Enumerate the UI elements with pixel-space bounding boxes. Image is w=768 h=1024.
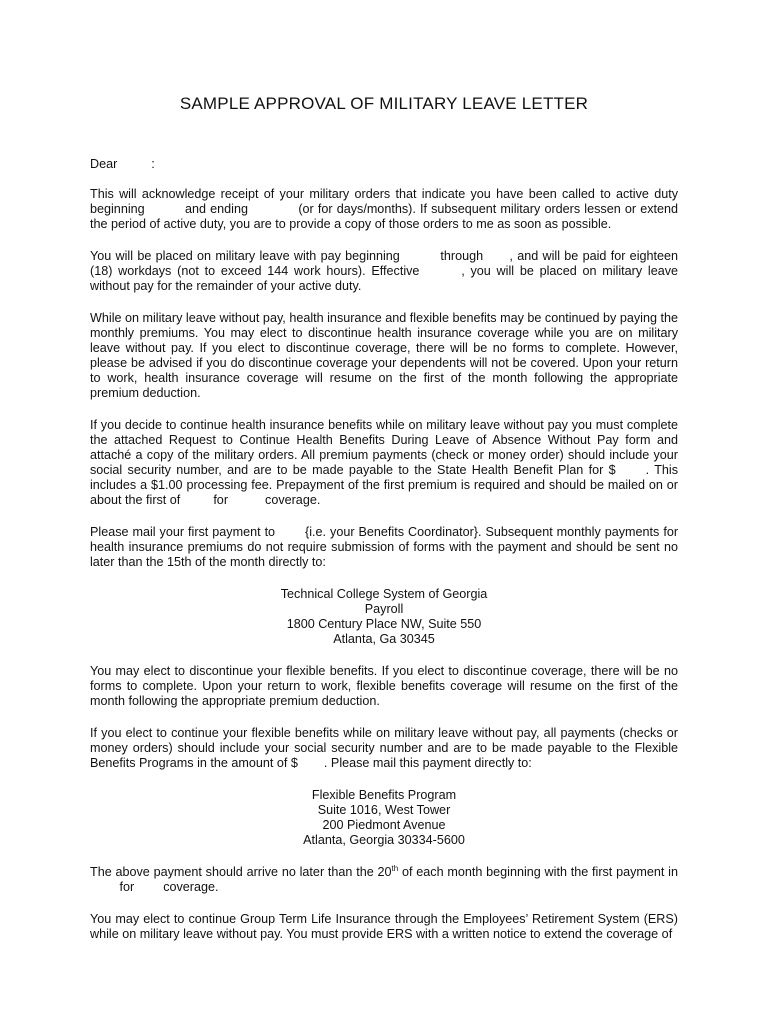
p4-text-d: coverage. bbox=[265, 493, 321, 507]
p2-text-d: , you will be placed on military leave without pay for the remainder of your active duty. bbox=[90, 264, 679, 293]
p4-text-b: . This includes a $1.00 processing fee. Prepayment of the first premium is required and should be mailed on or about the first of bbox=[90, 463, 678, 507]
address-line: Flexible Benefits Program bbox=[311, 788, 457, 802]
address-line: Atlanta, Ga 30345 bbox=[333, 632, 435, 646]
paragraph-payment-deadline bbox=[90, 865, 678, 895]
paragraph-orders bbox=[90, 187, 678, 232]
salutation bbox=[90, 157, 678, 172]
p2-text-c: , and will be paid for eighteen (18) workdays (not to exceed 144 work hours). Effective bbox=[90, 249, 679, 278]
p7-text-a: If you elect to continue your flexible benefits while on military leave without pay, all payments (checks or money orders) should include your social security number and are to be made payable to the Flexible Benefits Programs in the amount of $ bbox=[90, 726, 678, 770]
address-tcsg bbox=[90, 587, 678, 647]
address-line: Atlanta, Georgia 30334-5600 bbox=[303, 833, 465, 847]
paragraph-flexible-discontinue: You may elect to discontinue your flexible benefits. If you elect to discontinue coverage, there will be no forms to complete. Upon your return to work, flexible benefits coverage will resume on the first of the month following the appropriate premium deduction. bbox=[90, 664, 678, 708]
address-line: Technical College System of Georgia bbox=[280, 587, 488, 601]
address-line: 200 Piedmont Avenue bbox=[322, 818, 446, 832]
letter-body bbox=[90, 157, 678, 959]
address-line: Payroll bbox=[364, 602, 404, 616]
p4-text-a: If you decide to continue health insurance benefits while on military leave without pay you must complete the attached Request to Continue Health Benefits During Leave of Absence Without Pay form and attaché a copy of the military orders. All premium payments (check or money order) should include your social security number, and are to be made payable to the State Health Benefit Plan for $ bbox=[90, 418, 678, 477]
p4-text-c: for bbox=[213, 493, 229, 507]
paragraph-leave-with-pay bbox=[90, 249, 678, 294]
p5-text-a: Please mail your first payment to bbox=[90, 525, 276, 539]
paragraph-flexible-continue bbox=[90, 726, 678, 771]
salutation-word: Dear bbox=[90, 157, 118, 171]
p1-text-c: (or for days/months). If subsequent military orders lessen or extend the period of active duty, you are to provide a copy of those orders to me as soon as possible. bbox=[90, 202, 679, 231]
paragraph-life-insurance: You may elect to continue Group Term Life Insurance through the Employees’ Retirement System (ERS) while on military leave without pay. You must provide ERS with a written notice to extend the coverage of bbox=[90, 912, 678, 941]
paragraph-health-insurance bbox=[90, 418, 678, 508]
ordinal-suffix: th bbox=[391, 863, 399, 873]
p1-text-a: This will acknowledge receipt of your military orders that indicate you have been called to active duty beginning bbox=[90, 187, 678, 216]
paragraph-first-payment bbox=[90, 525, 678, 570]
paragraph-without-pay: While on military leave without pay, health insurance and flexible benefits may be continued by paying the monthly premiums. You may elect to discontinue health insurance coverage while you are on military leave without pay. If you elect to discontinue coverage, there will be no forms to complete. However, please be advised if you do discontinue coverage your dependents will not be covered. Upon your return to work, health insurance coverage will resume on the first of the month following the appropriate premium deduction. bbox=[90, 311, 678, 400]
p2-text-b: through bbox=[440, 249, 484, 263]
address-flexible-benefits bbox=[90, 788, 678, 848]
salutation-colon: : bbox=[151, 157, 155, 171]
p5-text-b: {i.e. your Benefits Coordinator}. Subsequent monthly payments for health insurance premiums do not require submission of forms with the payment and should be sent no later than the 15th of the month directly to: bbox=[90, 525, 679, 569]
p8-text-a: The above payment should arrive no later than the 20 bbox=[90, 865, 392, 879]
letter-title: SAMPLE APPROVAL OF MILITARY LEAVE LETTER bbox=[179, 94, 589, 113]
p8-text-b: of each month beginning with the first payment in bbox=[398, 865, 678, 879]
p2-text-a: You will be placed on military leave with pay beginning bbox=[90, 249, 400, 263]
address-line: 1800 Century Place NW, Suite 550 bbox=[286, 617, 482, 631]
p8-text-c: for bbox=[119, 880, 135, 894]
address-line: Suite 1016, West Tower bbox=[317, 803, 451, 817]
p8-text-d: coverage. bbox=[163, 880, 219, 894]
p7-text-b: . Please mail this payment directly to: bbox=[323, 756, 532, 770]
p1-text-b: and ending bbox=[184, 202, 248, 216]
